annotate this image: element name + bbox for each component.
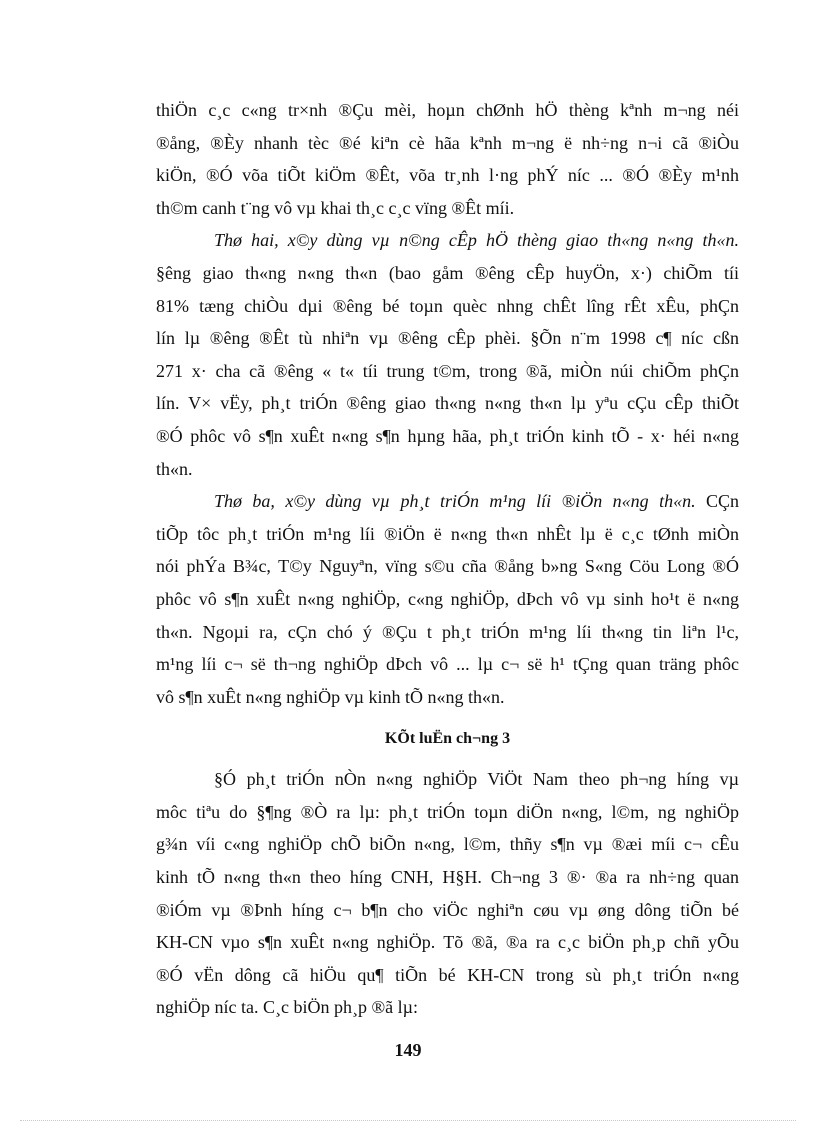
text-line <box>156 224 739 257</box>
text-line <box>156 485 739 518</box>
body-text <box>156 94 739 1024</box>
text-line: phôc vô s¶n xuÊt n«ng nghiÖp, c«ng nghiÖp, dÞch vô vµ sinh ho¹t ë n«ng <box>156 588 739 609</box>
text-fragment: CÇn <box>695 491 739 512</box>
text-line: lín lµ ®êng ®Êt tù nhiªn vµ ®êng cÊp phèi. §Õn n¨m 1998 c¶ níc cßn <box>156 328 739 349</box>
paragraph-rural-roads <box>156 224 739 485</box>
page-number: 149 <box>394 1040 422 1060</box>
text-line: tiÕp tôc ph¸t triÓn m¹ng líi ®iÖn ë n«ng th«n nhÊt lµ ë c¸c tØnh miÒn <box>156 523 739 544</box>
italic-lead: Thø ba, x©y dùng vµ ph¸t triÓn m¹ng líi ®iÖn n«ng th«n. <box>214 491 696 512</box>
text-line: §êng giao th«ng n«ng th«n (bao gåm ®êng cÊp huyÖn, x·) chiÕm tíi <box>156 262 739 283</box>
text-line: ®Ó phôc vô s¶n xuÊt n«ng s¶n hµng hãa, ph¸t triÓn kinh tÕ - x· héi n«ng <box>156 425 739 446</box>
paragraph-rural-electricity <box>156 485 739 713</box>
italic-lead: Thø hai, x©y dùng vµ n©ng cÊp hÖ thèng giao th«ng n«ng th«n. <box>214 230 739 251</box>
text-line: vô s¶n xuÊt n«ng nghiÖp vµ kinh tÕ n«ng th«n. <box>156 686 505 707</box>
text-line: §Ó ph¸t triÓn nÒn n«ng nghiÖp ViÖt Nam theo ph¬ng híng vµ <box>214 769 739 790</box>
paragraph-conclusion <box>156 763 739 1024</box>
text-line: 81% tæng chiÒu dµi ®êng bé toµn quèc nhng chÊt lîng rÊt xÊu, phÇn <box>156 295 739 316</box>
text-line: KH-CN vµo s¶n xuÊt n«ng nghiÖp. Tõ ®ã, ®a ra c¸c biÖn ph¸p chñ yÕu <box>156 932 739 953</box>
text-line: nói phÝa B¾c, T©y Nguyªn, vïng s©u cña ®ång b»ng S«ng Cöu Long ®Ó <box>156 556 739 577</box>
page-bottom-divider <box>20 1120 796 1121</box>
text-line: kiÖn, ®Ó võa tiÕt kiÖm ®Êt, võa tr¸nh l·ng phÝ níc ... ®Ó ®Èy m¹nh <box>156 165 739 186</box>
text-line: ®Ó vËn dông cã hiÖu qu¶ tiÕn bé KH-CN trong sù ph¸t triÓn n«ng <box>156 964 739 985</box>
text-line: lín. V× vËy, ph¸t triÓn ®êng giao th«ng n«ng th«n lµ yªu cÇu cÊp thiÕt <box>156 393 739 414</box>
text-line: th«n. <box>156 458 193 479</box>
text-line: kinh tÕ n«ng th«n theo híng CNH, H§H. Ch¬ng 3 ®· ®a ra nh÷ng quan <box>156 867 739 888</box>
text-line: môc tiªu do §¶ng ®Ò ra lµ: ph¸t triÓn toµn diÖn n«ng, l©m, ng nghiÖp <box>156 801 739 822</box>
text-line: nghiÖp níc ta. C¸c biÖn ph¸p ®ã lµ: <box>156 997 419 1018</box>
text-line: th©m canh t¨ng vô vµ khai th¸c c¸c vïng ®Êt míi. <box>156 197 515 218</box>
paragraph-irrigation <box>156 94 739 224</box>
text-line: 271 x· cha cã ®êng « t« tíi trung t©m, trong ®ã, miÒn núi chiÕm phÇn <box>156 360 739 381</box>
text-line: th«n. Ngoµi ra, cÇn chó ý ®Çu t ph¸t triÓn m¹ng líi th«ng tin liªn l¹c, <box>156 621 739 642</box>
text-line: g¾n víi c«ng nghiÖp chÕ biÕn n«ng, l©m, thñy s¶n vµ ®æi míi c¬ cÊu <box>156 834 739 855</box>
text-line: ®iÓm vµ ®Þnh híng c¬ b¶n cho viÖc nghiªn cøu vµ øng dông tiÕn bé <box>156 899 739 920</box>
text-line: thiÖn c¸c c«ng tr×nh ®Çu mèi, hoµn chØnh hÖ thèng kªnh m¬ng néi <box>156 100 739 120</box>
text-line: ®ång, ®Èy nhanh tèc ®é kiªn cè hãa kªnh m¬ng ë nh÷ng n¬i cã ®iÒu <box>156 132 739 153</box>
text-line: m¹ng líi c¬ së th¬ng nghiÖp dÞch vô ... lµ c¬ së h¹ tÇng quan träng phôc <box>156 654 739 675</box>
section-heading: KÕt luËn ch¬ng 3 <box>384 730 511 748</box>
